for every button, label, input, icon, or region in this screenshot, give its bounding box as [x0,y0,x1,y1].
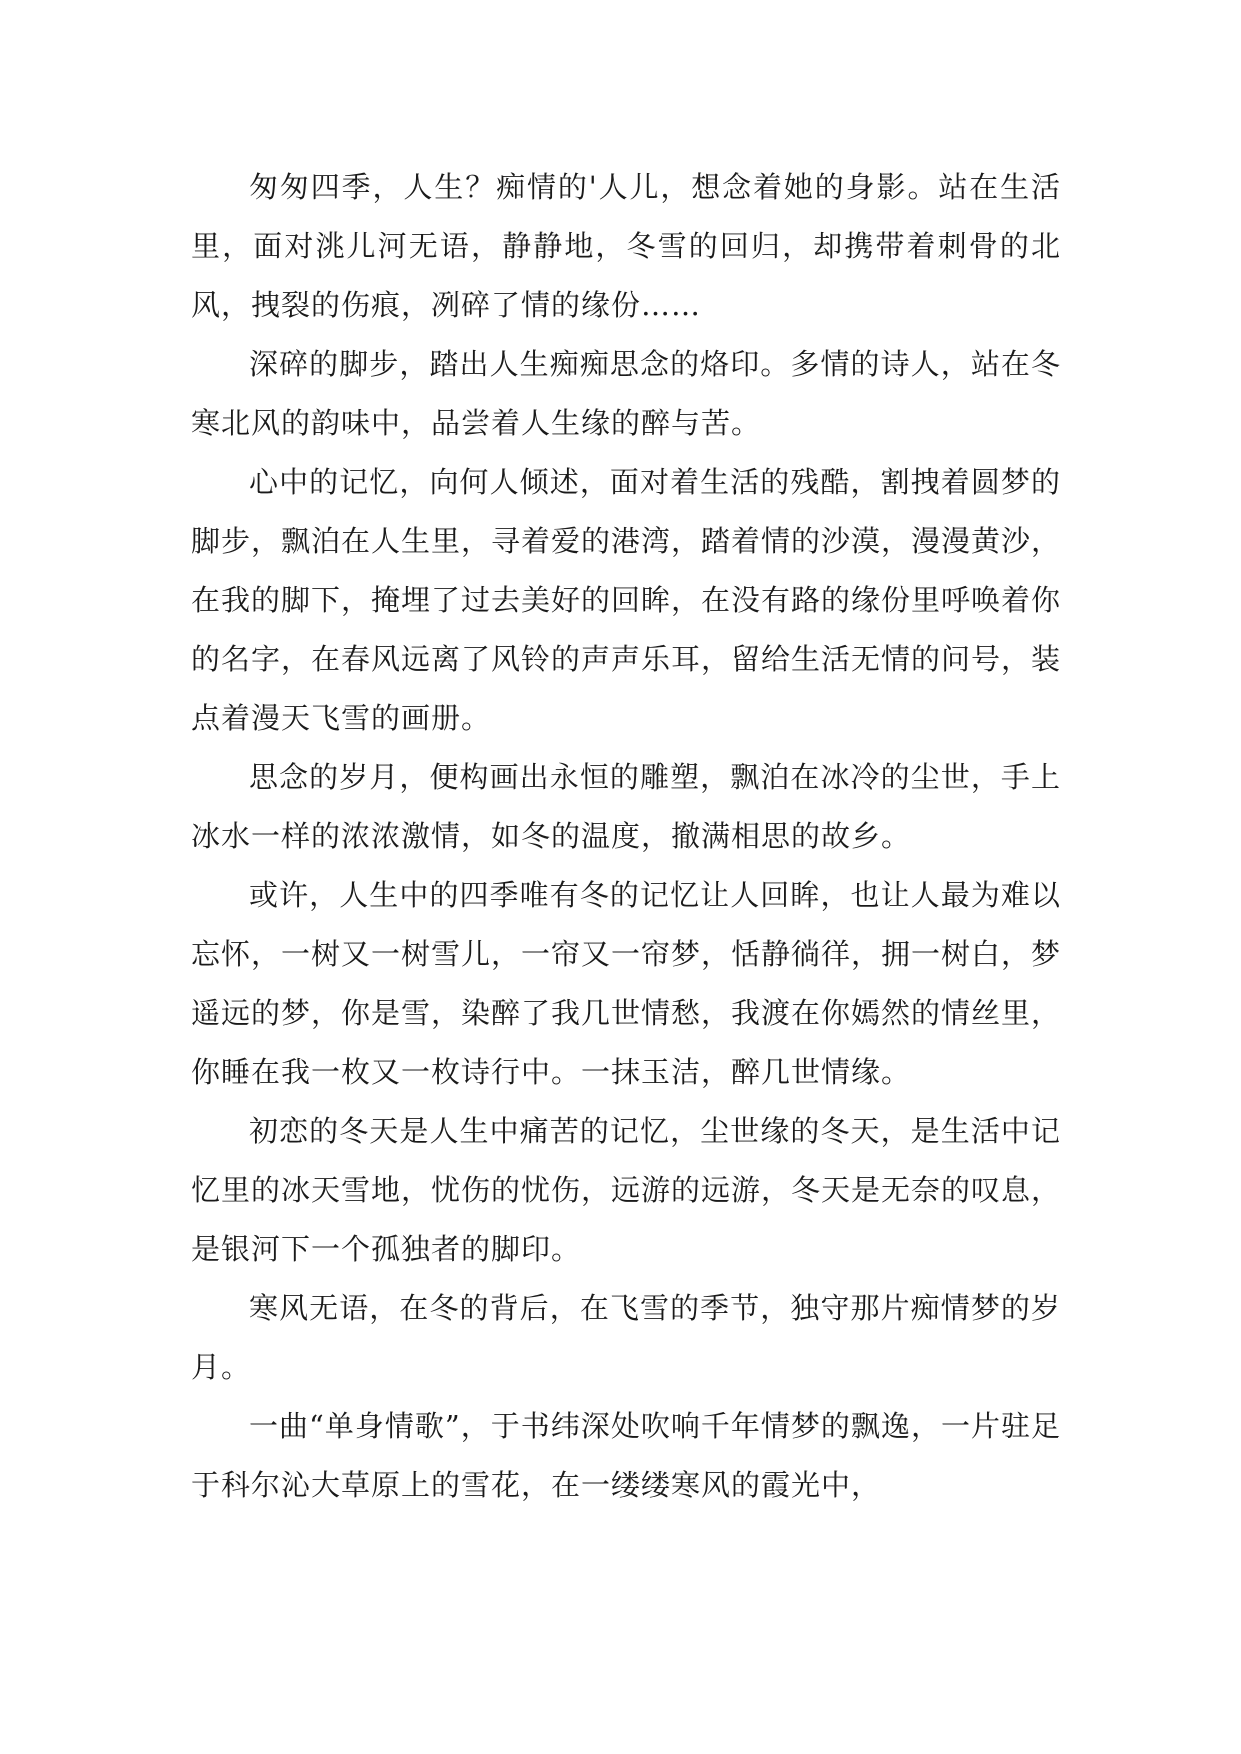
document-body [191,158,1061,1515]
paragraph-3: 心中的记忆，向何人倾述，面对着生活的残酷，割拽着圆梦的脚步，飘泊在人生里，寻着爱的港湾，踏着情的沙漠，漫漫黄沙，在我的脚下，掩埋了过去美好的回眸，在没有路的缘份里呼唤着你的名字，在春风远离了风铃的声声乐耳，留给生活无情的问号，装点着漫天飞雪的画册。 [191,465,1062,735]
paragraph-5: 或许，人生中的四季唯有冬的记忆让人回眸，也让人最为难以忘怀，一树又一树雪儿，一帘又一帘梦，恬静徜徉，拥一树白，梦遥远的梦，你是雪，染醉了我几世情愁，我渡在你嫣然的情丝里，你睡在我一枚又一枚诗行中。一抹玉洁，醉几世情缘。 [191,878,1062,1089]
paragraph-6: 初恋的冬天是人生中痛苦的记忆，尘世缘的冬天，是生活中记忆里的冰天雪地，忧伤的忧伤，远游的远游，冬天是无奈的叹息，是银河下一个孤独者的脚印。 [191,1114,1062,1266]
paragraph-8: 一曲“单身情歌”，于书纬深处吹响千年情梦的飘逸，一片驻足于科尔沁大草原上的雪花，在一缕缕寒风的霞光中， [191,1409,1061,1502]
paragraph-7: 寒风无语，在冬的背后，在飞雪的季节，独守那片痴情梦的岁月。 [191,1291,1061,1384]
paragraph-1: 匆匆四季，人生？痴情的'人儿，想念着她的身影。站在生活里，面对洮儿河无语，静静地，冬雪的回归，却携带着刺骨的北风，拽裂的伤痕，冽碎了情的缘份…… [191,170,1061,322]
paragraph-2: 深碎的脚步，踏出人生痴痴思念的烙印。多情的诗人，站在冬寒北风的韵味中，品尝着人生缘的醉与苦。 [191,347,1061,440]
paragraph-4: 思念的岁月，便构画出永恒的雕塑，飘泊在冰冷的尘世，手上冰水一样的浓浓激情，如冬的温度，撤满相思的故乡。 [191,760,1061,853]
